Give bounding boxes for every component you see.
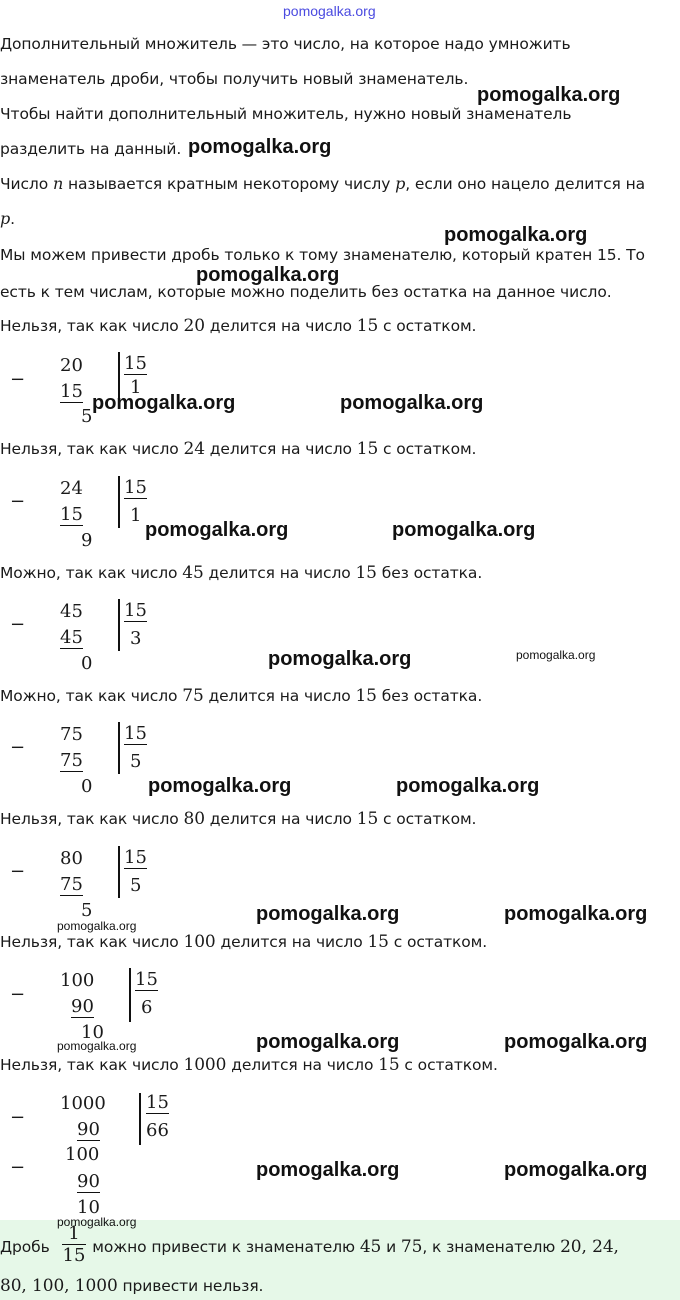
watermark: pomogalka.org	[444, 224, 588, 246]
paragraph-multiple-line2: p.	[0, 209, 15, 228]
watermark-top: pomogalka.org	[283, 3, 376, 19]
minus-sign: −	[10, 984, 26, 1005]
watermark: pomogalka.org	[516, 648, 596, 662]
watermark: pomogalka.org	[145, 519, 289, 541]
remainder: 5	[81, 406, 93, 427]
subtrahend: 75	[60, 874, 83, 895]
dividend: 24	[60, 478, 83, 499]
remainder: 5	[81, 900, 93, 921]
divisor: 15	[124, 847, 147, 868]
dividend: 1000	[60, 1093, 106, 1114]
divisor: 15	[124, 477, 147, 498]
paragraph-rule-line1: Чтобы найти дополнительный множитель, нужно новый знаменатель	[0, 105, 572, 123]
quotient: 5	[130, 751, 142, 772]
paragraph-rule-line2: разделить на данный.	[0, 140, 182, 158]
watermark: pomogalka.org	[57, 1215, 137, 1229]
minus-sign: −	[10, 491, 26, 512]
divisor: 15	[135, 969, 158, 990]
subtrahend: 90	[71, 996, 94, 1017]
minus-sign: −	[10, 1157, 26, 1178]
paragraph-definition-line1: Дополнительный множитель — это число, на которое надо умножить	[0, 35, 571, 53]
watermark: pomogalka.org	[392, 519, 536, 541]
quotient: 1	[130, 377, 142, 398]
quotient: 5	[130, 875, 142, 896]
watermark: pomogalka.org	[188, 136, 332, 158]
remainder: 9	[81, 530, 93, 551]
check-line: Нельзя, так как число 1000 делится на число 15 с остатком.	[0, 1055, 498, 1075]
partial-dividend: 100	[65, 1144, 100, 1165]
check-line: Нельзя, так как число 24 делится на число 15 с остатком.	[0, 439, 477, 459]
divisor: 15	[124, 723, 147, 744]
conclusion-line1: Дробь можно привести к знаменателю 45 и 75, к знаменателю 20, 24,	[0, 1237, 619, 1257]
minus-sign: −	[10, 1107, 26, 1128]
subtrahend: 45	[60, 627, 83, 648]
paragraph-multiple-line1: Число n называется кратным некоторому числу p, если оно нацело делится на	[0, 174, 646, 193]
minus-sign: −	[10, 861, 26, 882]
paragraph-reduce-line2: есть к тем числам, которые можно поделить без остатка на данное число.	[0, 283, 612, 301]
conclusion-box	[0, 1220, 680, 1300]
subtrahend: 15	[60, 504, 83, 525]
dividend: 45	[60, 601, 83, 622]
quotient: 3	[130, 628, 142, 649]
paragraph-definition-line2: знаменатель дроби, чтобы получить новый знаменатель.	[0, 70, 469, 88]
quotient: 66	[146, 1120, 169, 1141]
dividend: 100	[60, 970, 95, 991]
dividend: 20	[60, 355, 83, 376]
minus-sign: −	[10, 369, 26, 390]
check-line: Можно, так как число 75 делится на число 15 без остатка.	[0, 686, 483, 706]
watermark: pomogalka.org	[57, 1039, 137, 1053]
minus-sign: −	[10, 614, 26, 635]
divisor: 15	[124, 600, 147, 621]
watermark: pomogalka.org	[57, 919, 137, 933]
divisor: 15	[124, 353, 147, 374]
watermark: pomogalka.org	[340, 392, 484, 414]
remainder: 0	[81, 776, 93, 797]
paragraph-reduce-line1: Мы можем привести дробь только к тому знаменателю, который кратен 15. То	[0, 246, 645, 264]
watermark: pomogalka.org	[477, 84, 621, 106]
check-line: Нельзя, так как число 100 делится на число 15 с остатком.	[0, 932, 488, 952]
minus-sign: −	[10, 737, 26, 758]
remainder: 10	[81, 1022, 104, 1043]
remainder: 10	[77, 1197, 100, 1218]
watermark: pomogalka.org	[196, 264, 340, 286]
watermark: pomogalka.org	[504, 1031, 648, 1053]
watermark: pomogalka.org	[504, 903, 648, 925]
watermark: pomogalka.org	[256, 903, 400, 925]
divisor: 15	[146, 1092, 169, 1113]
quotient: 1	[130, 505, 142, 526]
watermark: pomogalka.org	[396, 775, 540, 797]
remainder: 0	[81, 653, 93, 674]
watermark: pomogalka.org	[504, 1159, 648, 1181]
dividend: 75	[60, 724, 83, 745]
subtrahend: 15	[60, 381, 83, 402]
subtrahend: 90	[77, 1119, 100, 1140]
check-line: Можно, так как число 45 делится на число 15 без остатка.	[0, 563, 483, 583]
watermark: pomogalka.org	[256, 1159, 400, 1181]
quotient: 6	[141, 997, 153, 1018]
subtrahend: 90	[77, 1171, 100, 1192]
check-line: Нельзя, так как число 20 делится на число 15 с остатком.	[0, 316, 477, 336]
watermark: pomogalka.org	[92, 392, 236, 414]
watermark: pomogalka.org	[268, 648, 412, 670]
watermark: pomogalka.org	[256, 1031, 400, 1053]
subtrahend: 75	[60, 750, 83, 771]
check-line: Нельзя, так как число 80 делится на число 15 с остатком.	[0, 809, 477, 829]
fraction-one-fifteenth: $\frac{1}{15}$	[62, 1223, 86, 1266]
watermark: pomogalka.org	[148, 775, 292, 797]
conclusion-line2: 80, 100, 1000 привести нельзя.	[0, 1276, 264, 1296]
dividend: 80	[60, 848, 83, 869]
